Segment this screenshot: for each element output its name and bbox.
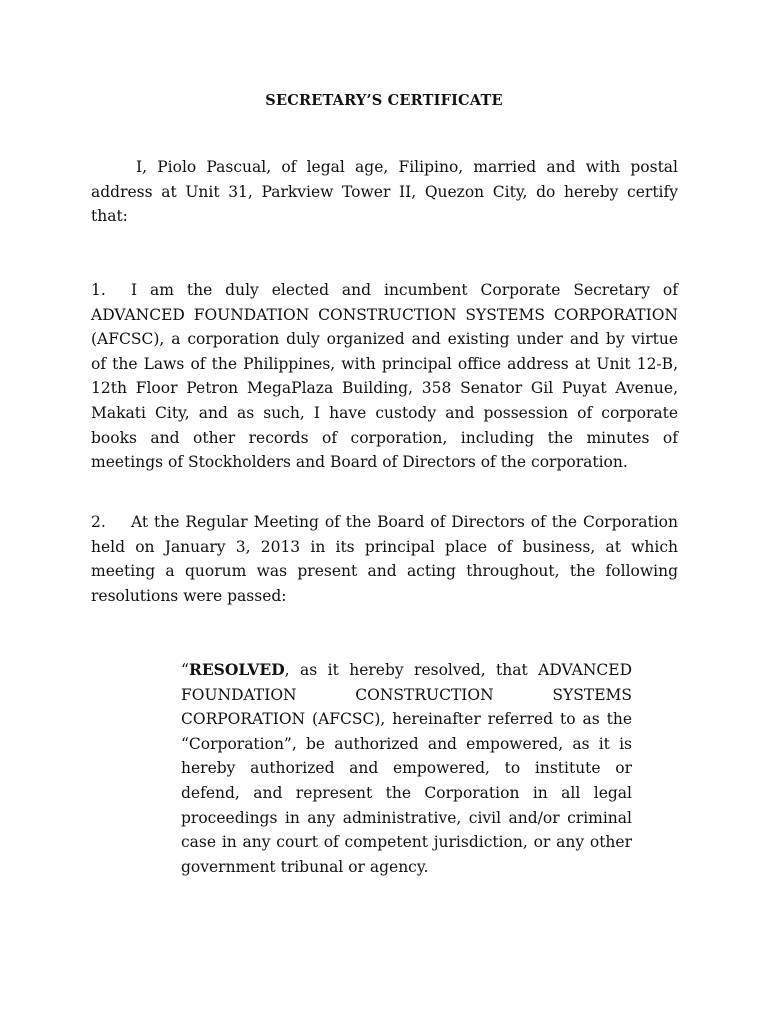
resolved-keyword: RESOLVED [188,660,285,679]
resolution-text: , as it hereby resolved, that ADVANCED FOUNDATION CONSTRUCTION SYSTEMS CORPORATION (AFCSC), hereinafter referred to as the “Corporation”, be authorized and empowered, as it is hereby authorized and empowered, to institute or defend, and represent the Corporation in all legal proceedings in any administrative, civil and/or criminal case in any court of competent jurisdiction, or any other government tribunal or agency. [181,661,632,876]
paragraph-number: 2. [91,513,106,531]
numbered-paragraph-2 [91,510,678,608]
document-title: SECRETARY’S CERTIFICATE [265,92,503,109]
numbered-paragraph-1 [91,278,678,475]
open-quote: “ [181,661,189,679]
paragraph-number: 1. [91,281,106,299]
board-resolution [181,658,632,879]
intro-paragraph: I, Piolo Pascual, of legal age, Filipino, married and with postal address at Unit 31, Parkview Tower II, Quezon City, do hereby certify that: [91,158,678,226]
paragraph-text: I am the duly elected and incumbent Corporate Secretary of ADVANCED FOUNDATION CONSTRUCTION SYSTEMS CORPORATION (AFCSC), a corporation duly organized and existing under and by virtue of the Laws of the Philippines, with principal office address at Unit 12-B, 12th Floor Petron MegaPlaza Building, 358 Senator Gil Puyat Avenue, Makati City, and as such, I have custody and possession of corporate books and other records of corporation, including the minutes of meetings of Stockholders and Board of Directors of the corporation. [91,281,678,472]
paragraph-text: At the Regular Meeting of the Board of Directors of the Corporation held on January 3, 2013 in its principal place of business, at which meeting a quorum was present and acting throughout, the following resolutions were passed: [91,513,678,605]
